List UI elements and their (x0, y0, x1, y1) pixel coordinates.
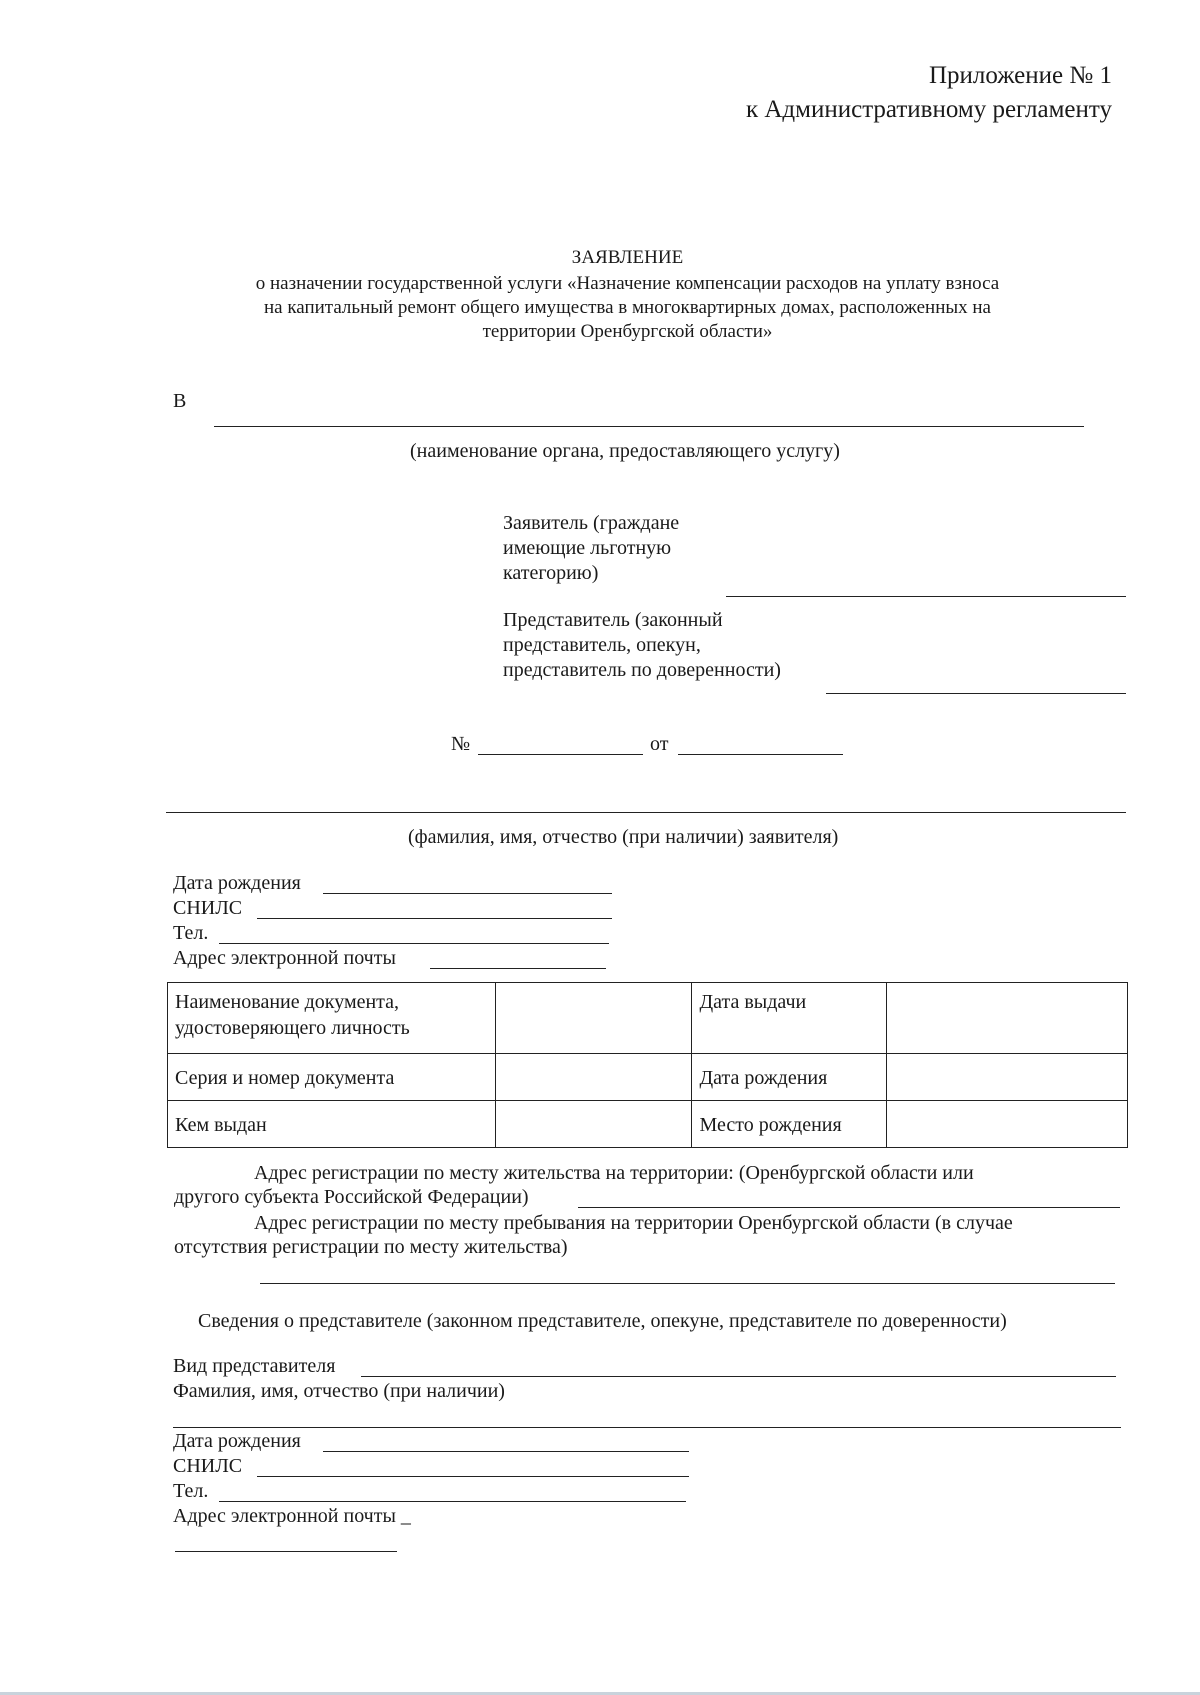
representative-phone-field[interactable] (219, 1501, 686, 1502)
addressee-field[interactable] (214, 426, 1084, 427)
residence-address-line-2: другого субъекта Российской Федерации) (174, 1186, 529, 1208)
phone-label: Тел. (173, 922, 209, 944)
snils-label: СНИЛС (173, 897, 243, 919)
phone-field[interactable] (219, 943, 609, 944)
representative-snils-label: СНИЛС (173, 1455, 243, 1477)
representative-fio-label: Фамилия, имя, отчество (при наличии) (173, 1380, 505, 1402)
number-label: № (451, 733, 471, 755)
issued-by-label: Кем выдан (168, 1101, 496, 1148)
table-row (168, 983, 1128, 1054)
birth-place-label: Место рождения (692, 1101, 887, 1148)
applicant-label-1: Заявитель (граждане (503, 512, 680, 534)
document-title: ЗАЯВЛЕНИЕ (571, 247, 684, 268)
document-name-label: Наименование документа, удостоверяющего личность (168, 983, 496, 1054)
applicant-fio-caption: (фамилия, имя, отчество (при наличии) заявителя) (408, 826, 839, 848)
representative-label-3: представитель по доверенности) (503, 659, 781, 681)
representative-birth-date-field[interactable] (323, 1451, 689, 1452)
representative-birth-date-label: Дата рождения (173, 1430, 301, 1452)
title-line-3: территории Оренбургской области» (482, 321, 773, 342)
representative-section-heading: Сведения о представителе (законном представителе, опекуне, представителе по доверенности) (198, 1310, 1007, 1332)
representative-kind-field[interactable] (361, 1376, 1116, 1377)
representative-phone-label: Тел. (173, 1480, 209, 1502)
issue-date-label: Дата выдачи (692, 983, 887, 1054)
representative-email-label: Адрес электронной почты _ (173, 1505, 411, 1527)
stay-address-line-1: Адрес регистрации по месту пребывания на территории Оренбургской области (в случае (254, 1212, 1013, 1234)
snils-field[interactable] (257, 918, 612, 919)
applicant-field[interactable] (726, 596, 1126, 597)
table-row (168, 1054, 1128, 1101)
residence-address-field[interactable] (578, 1207, 1120, 1208)
residence-address-line-1: Адрес регистрации по месту жительства на территории: (Оренбургской области или (254, 1162, 974, 1184)
representative-fio-field[interactable] (173, 1427, 1121, 1428)
representative-snils-field[interactable] (257, 1476, 689, 1477)
table-birth-date-label: Дата рождения (692, 1054, 887, 1101)
identity-document-table (167, 982, 1128, 1148)
appendix-reference: к Административному регламенту (745, 96, 1112, 123)
number-field[interactable] (478, 754, 643, 755)
date-from-label: от (650, 733, 669, 755)
applicant-fio-field[interactable] (166, 812, 1126, 813)
representative-kind-label: Вид представителя (173, 1355, 336, 1377)
title-line-2: на капитальный ремонт общего имущества в многоквартирных домах, расположенных на (263, 297, 991, 318)
appendix-number: Приложение № 1 (928, 62, 1112, 89)
date-from-field[interactable] (678, 754, 843, 755)
birth-date-field[interactable] (323, 893, 612, 894)
email-field[interactable] (430, 968, 606, 969)
table-birth-date-cell[interactable] (887, 1054, 1128, 1101)
addressee-caption: (наименование органа, предоставляющего услугу) (410, 440, 840, 462)
series-number-label: Серия и номер документа (168, 1054, 496, 1101)
representative-field[interactable] (826, 693, 1126, 694)
representative-label-1: Представитель (законный (503, 609, 723, 631)
document-name-cell[interactable] (495, 983, 692, 1054)
title-line-1: о назначении государственной услуги «Назначение компенсации расходов на уплату взноса (255, 273, 1000, 294)
applicant-label-3: категорию) (503, 562, 599, 584)
representative-label-2: представитель, опекун, (503, 634, 701, 656)
addressee-prefix: В (173, 390, 187, 412)
representative-email-field[interactable] (175, 1551, 397, 1552)
stay-address-line-2: отсутствия регистрации по месту жительства) (174, 1236, 568, 1258)
stay-address-field[interactable] (260, 1283, 1115, 1284)
email-label: Адрес электронной почты (173, 947, 396, 969)
table-row (168, 1101, 1128, 1148)
series-number-cell[interactable] (495, 1054, 692, 1101)
applicant-label-2: имеющие льготную (503, 537, 672, 559)
issued-by-cell[interactable] (495, 1101, 692, 1148)
issue-date-cell[interactable] (887, 983, 1128, 1054)
birth-date-label: Дата рождения (173, 872, 301, 894)
birth-place-cell[interactable] (887, 1101, 1128, 1148)
